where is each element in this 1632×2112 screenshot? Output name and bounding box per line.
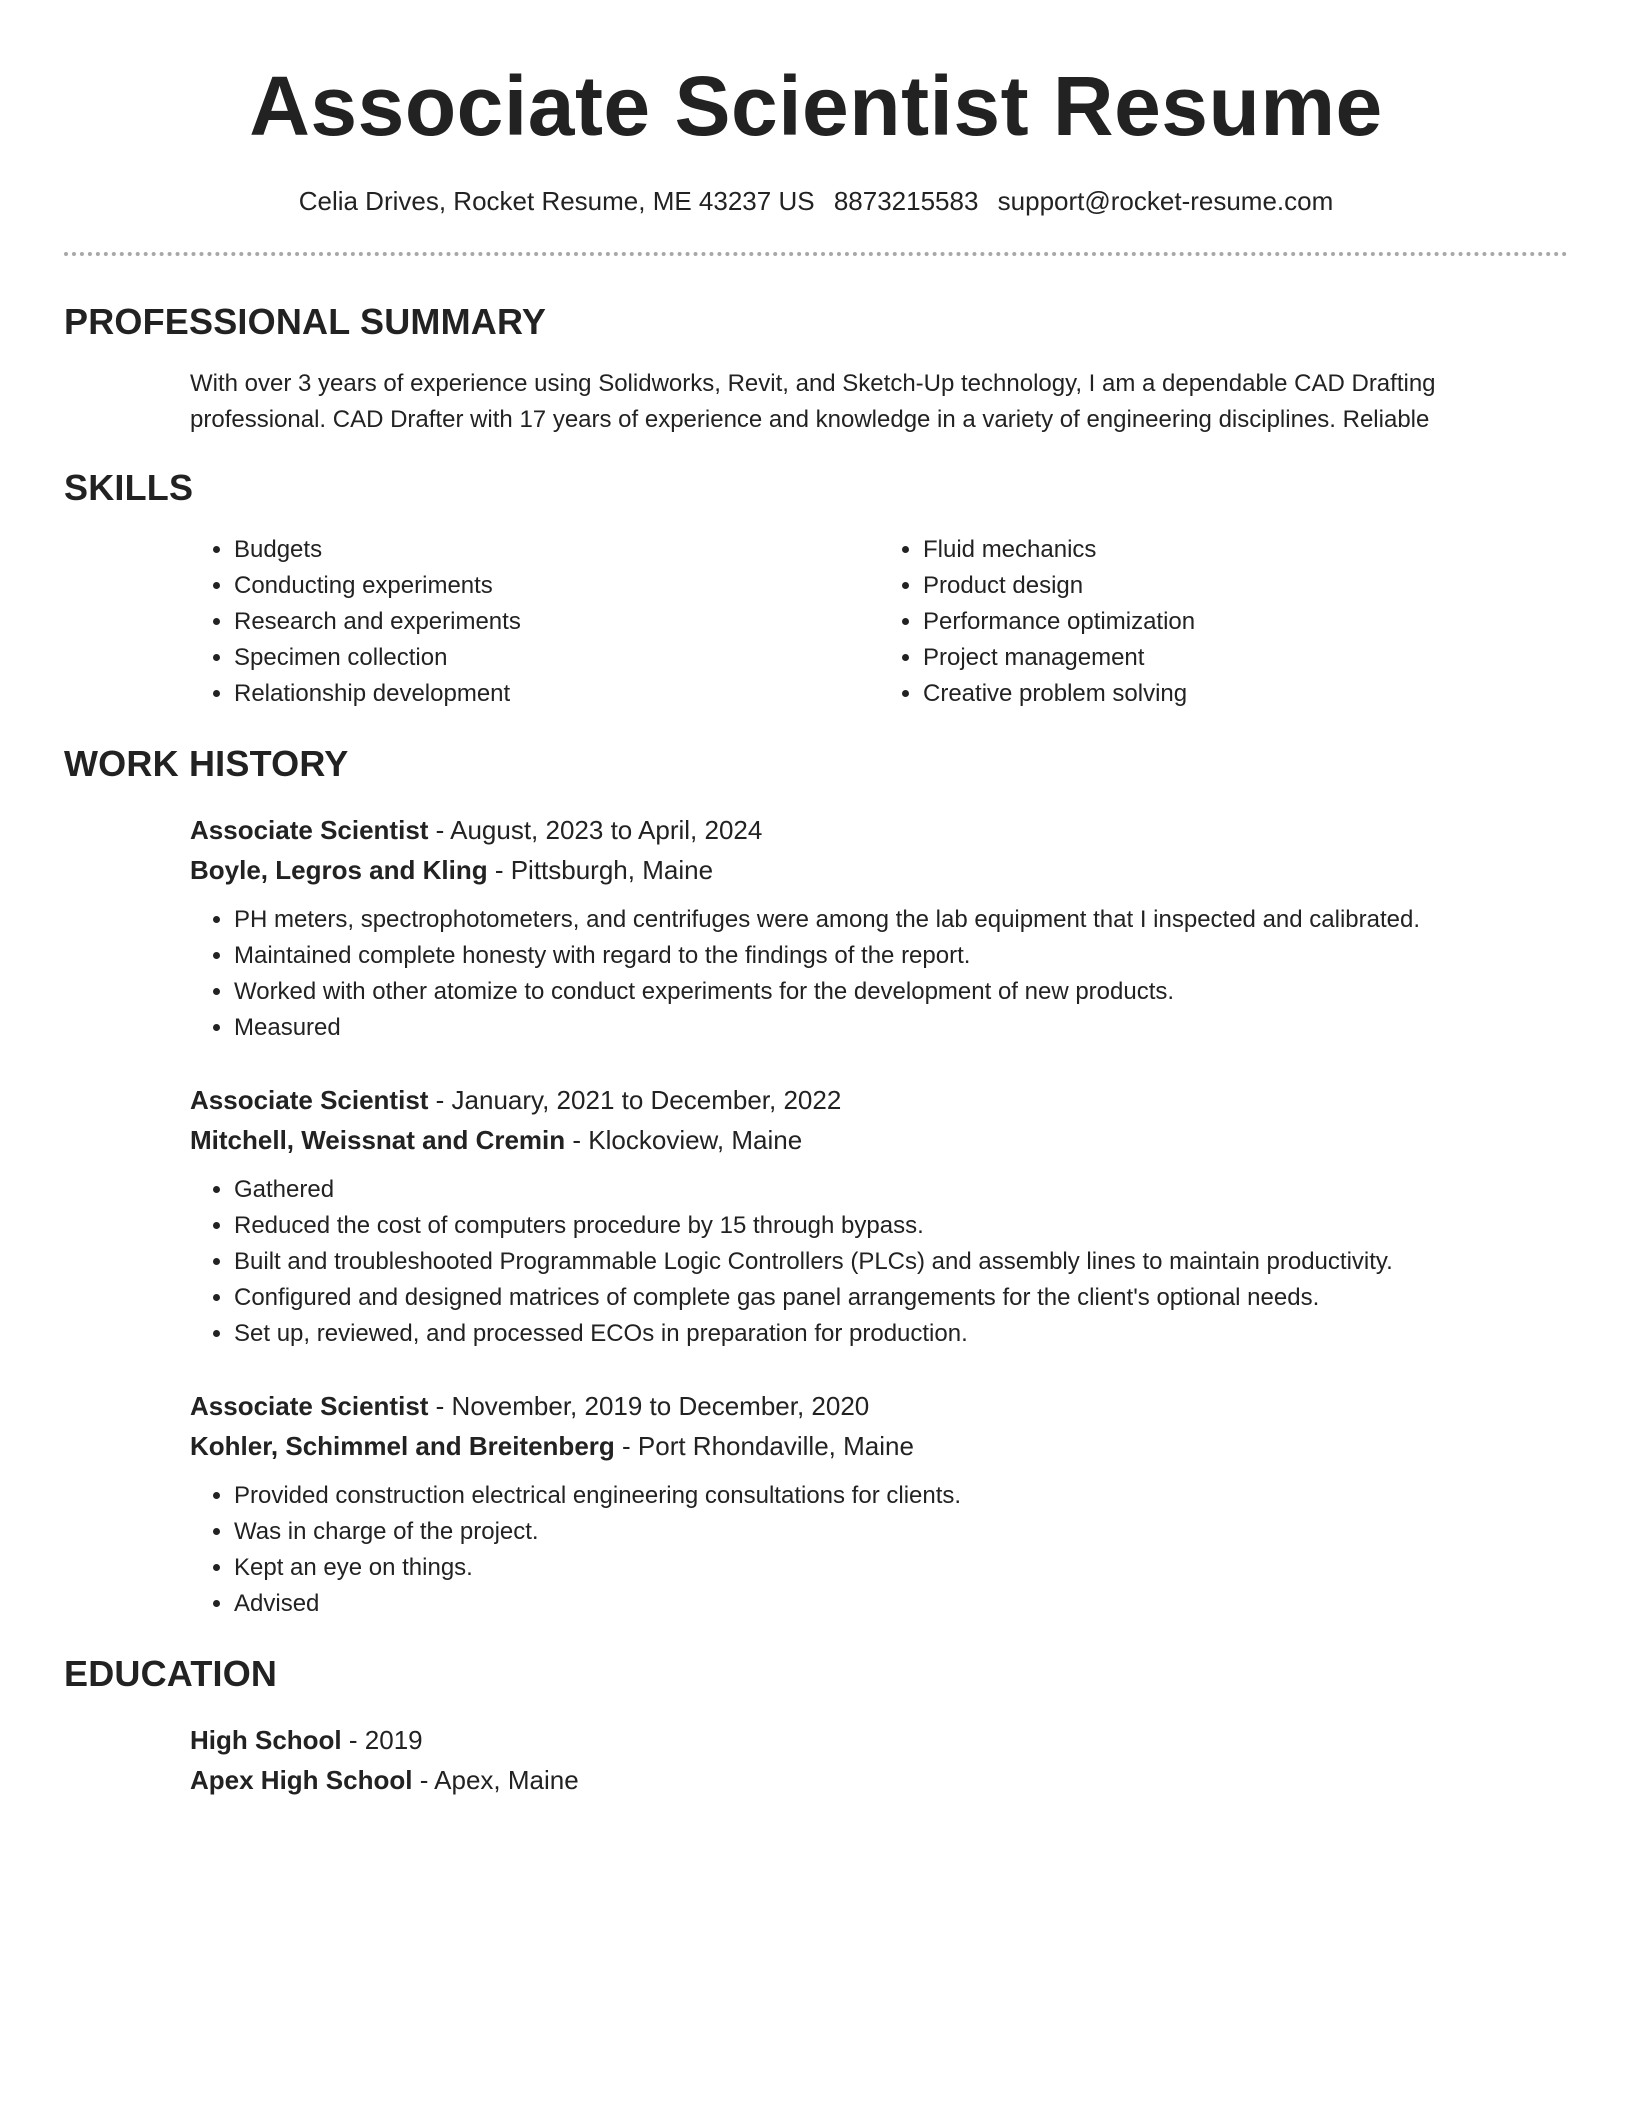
job-role: Associate Scientist bbox=[190, 1085, 429, 1115]
education-degree-line bbox=[190, 1720, 1568, 1760]
job-location: - Klockoview, Maine bbox=[565, 1125, 803, 1155]
contact-phone: 8873215583 bbox=[833, 186, 979, 216]
skill-item: • Conducting experiments bbox=[234, 568, 879, 604]
education-entry bbox=[190, 1720, 1568, 1800]
job-company: Boyle, Legros and Kling bbox=[190, 855, 488, 885]
summary-heading: PROFESSIONAL SUMMARY bbox=[64, 301, 547, 342]
job-bullet: • Built and troubleshooted Programmable Logic Controllers (PLCs) and assembly lines to maintain productivity. bbox=[234, 1244, 1568, 1280]
job-dates: - January, 2021 to December, 2022 bbox=[428, 1085, 842, 1115]
job-title-line bbox=[190, 1080, 1568, 1120]
education-section bbox=[64, 1652, 1568, 1800]
job-bullet: • Gathered bbox=[234, 1172, 1568, 1208]
skill-item: • Product design bbox=[923, 568, 1568, 604]
job-company-line bbox=[190, 1120, 1568, 1160]
skill-item: • Fluid mechanics bbox=[923, 532, 1568, 568]
job-bullet: • Set up, reviewed, and processed ECOs in preparation for production. bbox=[234, 1316, 1568, 1352]
job-bullet: • Maintained complete honesty with regard to the findings of the report. bbox=[234, 938, 1568, 974]
work-history-heading: WORK HISTORY bbox=[64, 743, 349, 784]
skill-item: • Project management bbox=[923, 640, 1568, 676]
skill-item: • Creative problem solving bbox=[923, 676, 1568, 712]
skill-item: • Specimen collection bbox=[234, 640, 879, 676]
job-bullet-list bbox=[190, 1478, 1568, 1622]
summary-text: With over 3 years of experience using Solidworks, Revit, and Sketch-Up technology, I am a dependable CAD Drafting professional. CAD Drafter with 17 years of experience and knowledge in a variety of engineering disciplines. Reliable bbox=[190, 370, 1436, 433]
job-bullet: • Kept an eye on things. bbox=[234, 1550, 1568, 1586]
job-company-line bbox=[190, 1426, 1568, 1466]
job-location: - Port Rhondaville, Maine bbox=[614, 1431, 914, 1461]
job-dates: - November, 2019 to December, 2020 bbox=[428, 1391, 870, 1421]
job-bullet: • Advised bbox=[234, 1586, 1568, 1622]
job-entry bbox=[190, 1386, 1568, 1622]
job-bullet-list bbox=[190, 902, 1568, 1046]
job-role: Associate Scientist bbox=[190, 815, 429, 845]
job-entry bbox=[190, 810, 1568, 1046]
education-heading: EDUCATION bbox=[64, 1653, 278, 1694]
job-entry bbox=[190, 1080, 1568, 1352]
job-company-line bbox=[190, 850, 1568, 890]
education-degree: High School bbox=[190, 1725, 342, 1755]
work-history-section bbox=[64, 742, 1568, 1622]
skills-left-column bbox=[190, 532, 879, 712]
job-bullet: • Measured bbox=[234, 1010, 1568, 1046]
skill-item: • Budgets bbox=[234, 532, 879, 568]
contact-address: Celia Drives, Rocket Resume, ME 43237 US bbox=[298, 186, 815, 216]
skills-right-column bbox=[879, 532, 1568, 712]
job-role: Associate Scientist bbox=[190, 1391, 429, 1421]
job-bullet: • Was in charge of the project. bbox=[234, 1514, 1568, 1550]
job-bullet: • Configured and designed matrices of complete gas panel arrangements for the client's optional needs. bbox=[234, 1280, 1568, 1316]
header-divider bbox=[64, 252, 1568, 256]
job-title-line bbox=[190, 810, 1568, 850]
education-location: - Apex, Maine bbox=[412, 1765, 579, 1795]
job-bullet-list bbox=[190, 1172, 1568, 1352]
education-school-line bbox=[190, 1760, 1568, 1800]
skills-grid bbox=[190, 532, 1568, 712]
job-bullet: • PH meters, spectrophotometers, and centrifuges were among the lab equipment that I inspected and calibrated. bbox=[234, 902, 1568, 938]
skill-item: • Performance optimization bbox=[923, 604, 1568, 640]
contact-line bbox=[64, 184, 1568, 218]
job-location: - Pittsburgh, Maine bbox=[487, 855, 714, 885]
skill-item: • Research and experiments bbox=[234, 604, 879, 640]
job-company: Kohler, Schimmel and Breitenberg bbox=[190, 1431, 615, 1461]
contact-email[interactable]: support@rocket-resume.com bbox=[997, 186, 1334, 216]
job-dates: - August, 2023 to April, 2024 bbox=[428, 815, 763, 845]
resume-title: Associate Scientist Resume bbox=[249, 59, 1383, 153]
summary-section bbox=[64, 300, 1568, 438]
skill-item: • Relationship development bbox=[234, 676, 879, 712]
job-company: Mitchell, Weissnat and Cremin bbox=[190, 1125, 566, 1155]
job-bullet: • Reduced the cost of computers procedure by 15 through bypass. bbox=[234, 1208, 1568, 1244]
skills-heading: SKILLS bbox=[64, 467, 194, 508]
education-school: Apex High School bbox=[190, 1765, 413, 1795]
job-bullet: • Worked with other atomize to conduct experiments for the development of new products. bbox=[234, 974, 1568, 1010]
education-year: - 2019 bbox=[341, 1725, 423, 1755]
job-title-line bbox=[190, 1386, 1568, 1426]
skills-section bbox=[64, 466, 1568, 712]
job-bullet: • Provided construction electrical engineering consultations for clients. bbox=[234, 1478, 1568, 1514]
resume-header bbox=[64, 0, 1568, 218]
